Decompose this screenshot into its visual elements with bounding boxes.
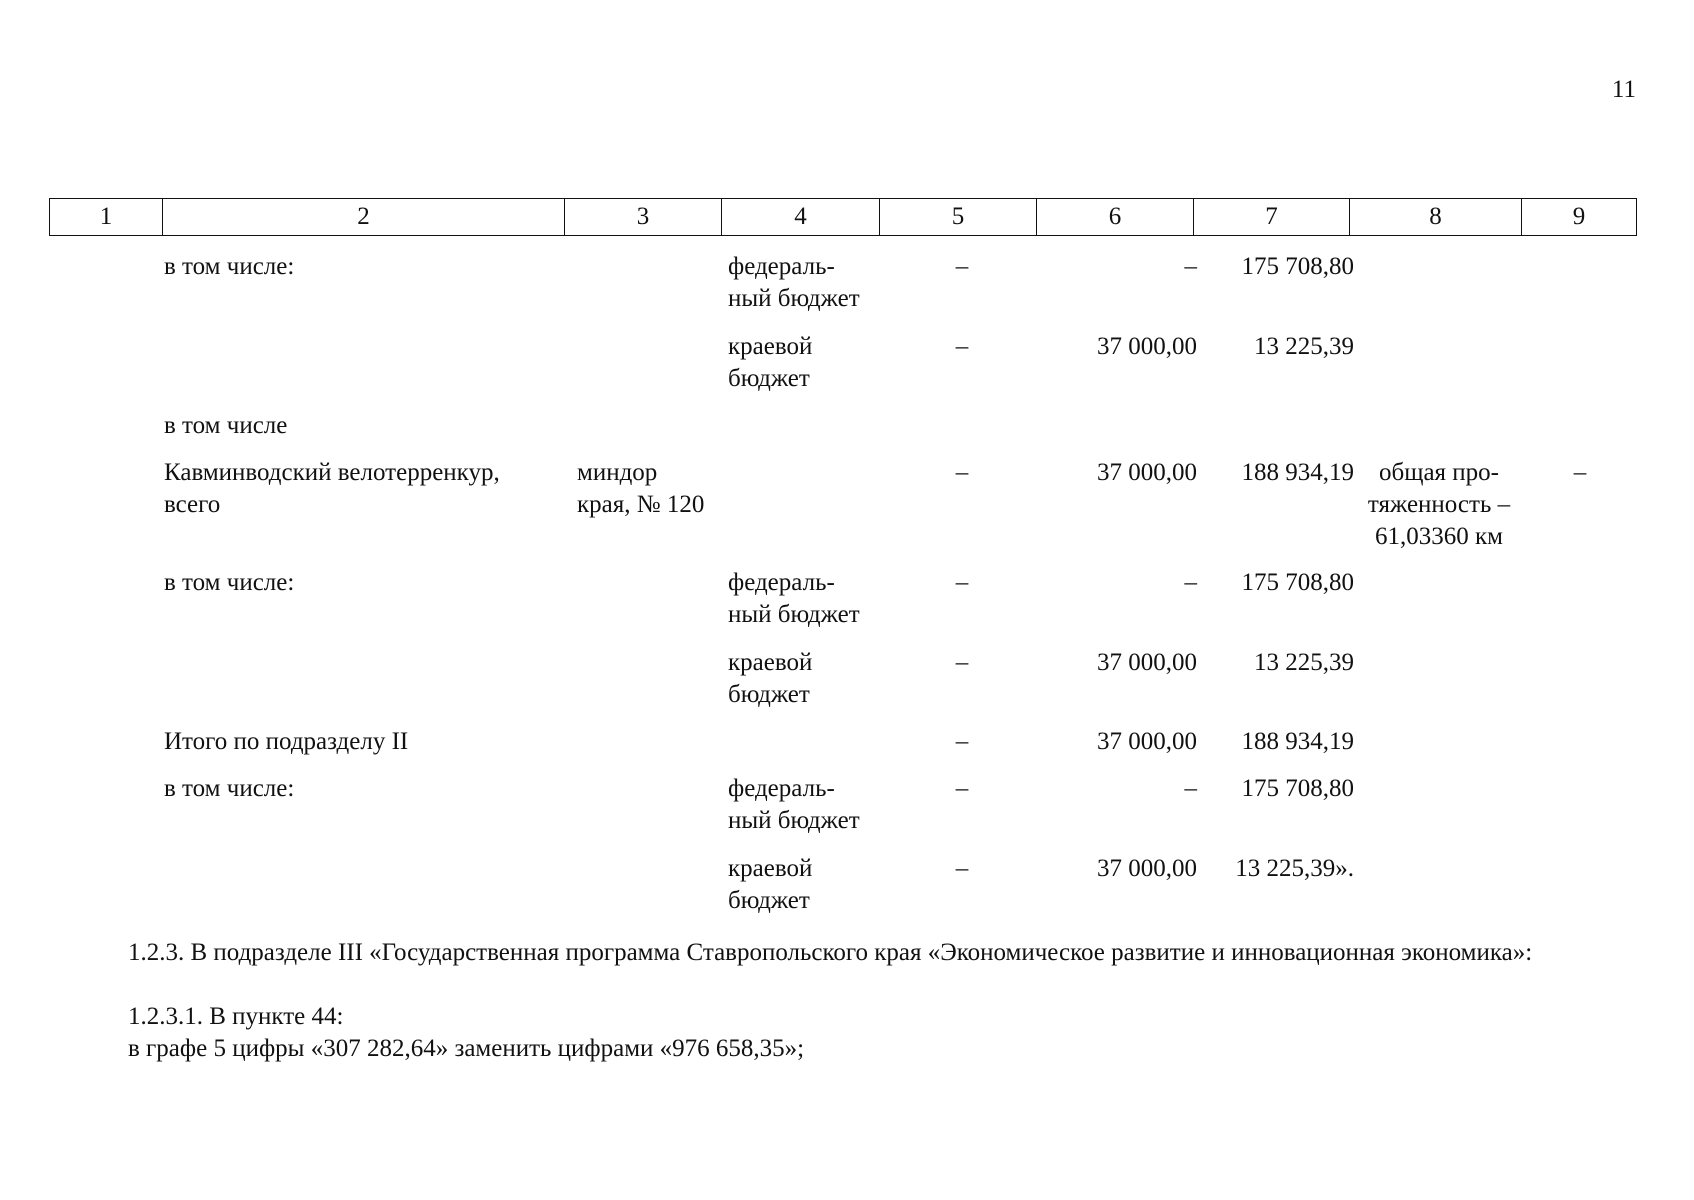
- column-number-2: 2: [163, 199, 565, 236]
- value-col6: 37 000,00: [1097, 728, 1197, 755]
- column-number-3: 3: [565, 199, 722, 236]
- paragraph-replacement: в графе 5 цифры «307 282,64» заменить цифрами «976 658,35»;: [128, 1035, 805, 1062]
- result-description: общая про- тяженность – 61,03360 км: [1367, 459, 1511, 550]
- column-number-1: 1: [50, 199, 163, 236]
- value-col7: 188 934,19: [1241, 459, 1354, 486]
- budget-source: федераль- ный бюджет: [728, 253, 860, 312]
- value-col6: 37 000,00: [1097, 649, 1197, 676]
- value-col7: 188 934,19: [1241, 728, 1354, 755]
- value-col9: –: [1573, 459, 1587, 486]
- column-number-6: 6: [1037, 199, 1194, 236]
- value-col5: –: [955, 855, 969, 882]
- value-col6: –: [1184, 569, 1197, 596]
- column-number-9: 9: [1522, 199, 1637, 236]
- value-col7: 175 708,80: [1241, 569, 1354, 596]
- budget-source: краевой бюджет: [728, 333, 813, 392]
- column-number-4: 4: [722, 199, 880, 236]
- value-col5: –: [955, 253, 969, 280]
- table-header: [49, 198, 1637, 236]
- value-col6: 37 000,00: [1097, 459, 1197, 486]
- value-col5: –: [955, 728, 969, 755]
- value-col6: –: [1184, 775, 1197, 802]
- value-col5: –: [955, 649, 969, 676]
- row-label: в том числе:: [164, 775, 295, 802]
- value-col5: –: [955, 775, 969, 802]
- value-col7: 175 708,80: [1241, 775, 1354, 802]
- column-number-8: 8: [1350, 199, 1522, 236]
- value-col5: –: [955, 333, 969, 360]
- paragraph-clause: 1.2.3.1. В пункте 44:: [128, 1003, 344, 1030]
- row-label: в том числе: [164, 412, 288, 439]
- header-row: [50, 199, 1637, 236]
- value-col7: 175 708,80: [1241, 253, 1354, 280]
- budget-source: федераль- ный бюджет: [728, 569, 860, 628]
- value-col5: –: [955, 569, 969, 596]
- budget-source: краевой бюджет: [728, 855, 813, 914]
- column-number-7: 7: [1194, 199, 1350, 236]
- paragraph-amendment: 1.2.3. В подразделе III «Государственная программа Ставропольского края «Экономическое развитие и инновационная экономика»:: [128, 939, 1533, 966]
- value-col7: 13 225,39: [1254, 649, 1354, 676]
- value-col6: –: [1184, 253, 1197, 280]
- budget-source: краевой бюджет: [728, 649, 813, 708]
- budget-source: федераль- ный бюджет: [728, 775, 860, 834]
- row-label: в том числе:: [164, 253, 295, 280]
- value-col5: –: [955, 459, 969, 486]
- value-col6: 37 000,00: [1097, 333, 1197, 360]
- column-number-5: 5: [880, 199, 1037, 236]
- executor: миндор края, № 120: [577, 459, 705, 518]
- value-col7: 13 225,39: [1254, 333, 1354, 360]
- row-label: Итого по подразделу II: [164, 728, 409, 755]
- page-number: 11: [1611, 76, 1636, 103]
- row-label: в том числе:: [164, 569, 295, 596]
- value-col6: 37 000,00: [1097, 855, 1197, 882]
- value-col7: 13 225,39».: [1235, 855, 1354, 882]
- object-name: Кавминводский велотерренкур, всего: [164, 459, 500, 518]
